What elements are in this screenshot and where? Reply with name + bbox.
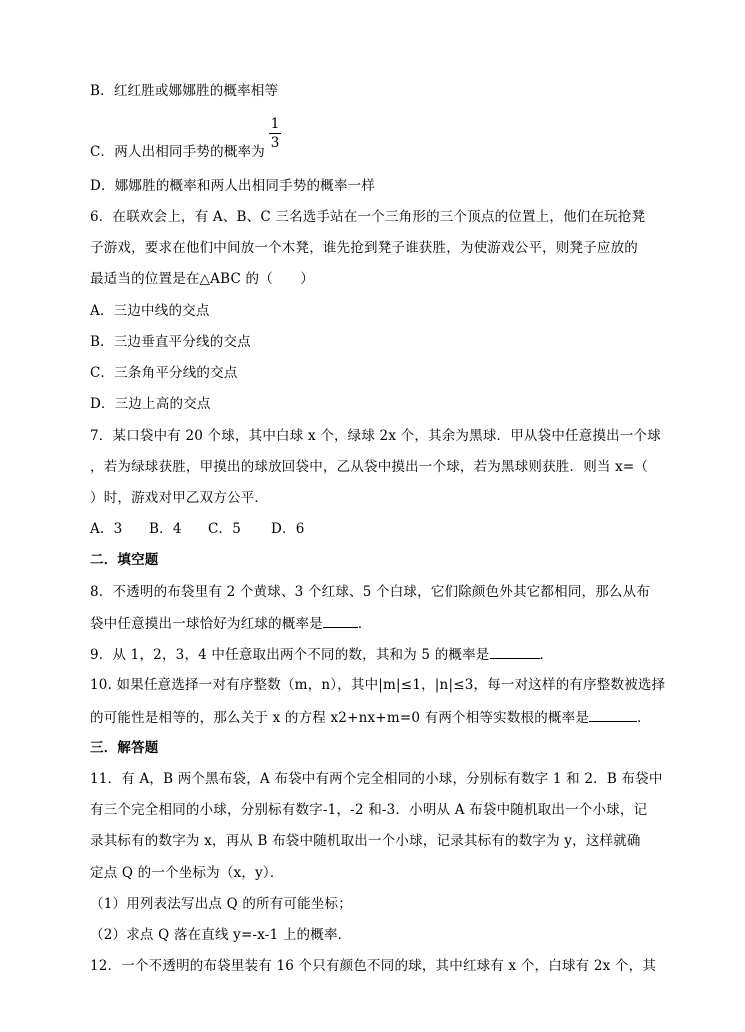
option-a-q6: A．三边中线的交点 — [90, 303, 210, 319]
question-8-line-1: 8．不透明的布袋里有 2 个黄球、3 个红球、5 个白球，它们除颜色外其它都相同，那么从布 — [90, 584, 651, 600]
option-d-q6: D．三边上高的交点 — [90, 396, 211, 412]
question-10-line-2 — [90, 708, 651, 727]
fraction-numerator: 1 — [270, 116, 280, 132]
question-9-end: ． — [539, 647, 554, 663]
option-b-q6: B．三边垂直平分线的交点 — [90, 334, 251, 350]
question-8-end: ． — [357, 616, 372, 632]
option-c-q5: C．两人出相同手势的概率为 — [90, 144, 265, 160]
options-q7 — [90, 520, 305, 538]
question-9-text: 9．从 1，2，3，4 中任意取出两个不同的数，其和为 5 的概率是 — [90, 647, 490, 663]
question-7-line-2: ，若为绿球获胜，甲摸出的球放回袋中，乙从袋中摸出一个球，若为黑球则获胜．则当 x=（ — [90, 459, 649, 475]
question-6-line-1: 6．在联欢会上，有 A、B、C 三名选手站在一个三角形的三个顶点的位置上，他们在玩抢凳 — [90, 209, 646, 225]
fraction-denominator: 3 — [270, 135, 280, 151]
question-7-line-1: 7．某口袋中有 20 个球，其中白球 x 个，绿球 2x 个，其余为黑球．甲从袋中任意摸出一个球 — [90, 428, 661, 444]
question-10-text: 的可能性是相等的，那么关于 x 的方程 x2+nx+m=0 有两个相等实数根的概率是 — [90, 710, 590, 726]
question-6-line-2: 子游戏，要求在他们中间放一个木凳，谁先抢到凳子谁获胜，为使游戏公平，则凳子应放的 — [90, 240, 638, 256]
option-a-q7: A．3 — [90, 521, 123, 537]
section-heading-solution: 三．解答题 — [90, 740, 159, 756]
option-c-q7: C．5 — [208, 521, 242, 537]
option-c-q6: C．三条角平分线的交点 — [90, 365, 238, 381]
fraction-bar — [269, 133, 281, 134]
question-12-line-1: 12．一个不透明的布袋里装有 16 个只有颜色不同的球，其中红球有 x 个，白球有 2x 个，其 — [90, 958, 657, 974]
question-11-line-3: 录其标有的数字为 x，再从 B 布袋中随机取出一个小球，记录其标有的数字为 y，这样就确 — [90, 833, 641, 849]
question-10-end: ． — [637, 710, 651, 726]
question-11-line-2: 有三个完全相同的小球，分别标有数字-1，-2 和-3．小明从 A 布袋中随机取出一个小球，记 — [90, 802, 648, 818]
option-b-q5: B．红红胜或娜娜胜的概率相等 — [90, 83, 279, 99]
answer-blank-q9 — [490, 645, 540, 659]
question-7-line-3: ）时，游戏对甲乙双方公平． — [90, 490, 269, 506]
option-d-q5: D．娜娜胜的概率和两人出相同手势的概率一样 — [90, 178, 376, 194]
question-11-part-1: （1）用列表法写出点 Q 的所有可能坐标； — [90, 896, 352, 912]
option-d-q7: D．6 — [271, 521, 305, 537]
question-10-line-1: 10. 如果任意选择一对有序整数（m，n），其中|m|≤1，|n|≤3，每一对这样的有序整数被选择 — [90, 677, 666, 693]
answer-blank-q10 — [589, 708, 637, 722]
question-11-line-4: 定点 Q 的一个坐标为（x，y）． — [90, 865, 284, 881]
question-6-line-3: 最适当的位置是在△ABC 的（ ） — [90, 271, 315, 287]
question-9-line-1 — [90, 645, 553, 664]
section-heading-fill-in: 二．填空题 — [90, 552, 159, 568]
question-8-line-2 — [90, 614, 372, 633]
fraction-one-third — [269, 116, 281, 151]
question-8-text: 袋中任意摸出一球恰好为红球的概率是 — [90, 616, 323, 632]
question-11-part-2: （2）求点 Q 落在直线 y=-x-1 上的概率． — [90, 927, 352, 943]
answer-blank-q8 — [323, 614, 358, 628]
option-b-q7: B．4 — [149, 521, 182, 537]
question-11-line-1: 11．有 A，B 两个黑布袋，A 布袋中有两个完全相同的小球，分别标有数字 1 和 2．B 布袋中 — [90, 771, 663, 787]
